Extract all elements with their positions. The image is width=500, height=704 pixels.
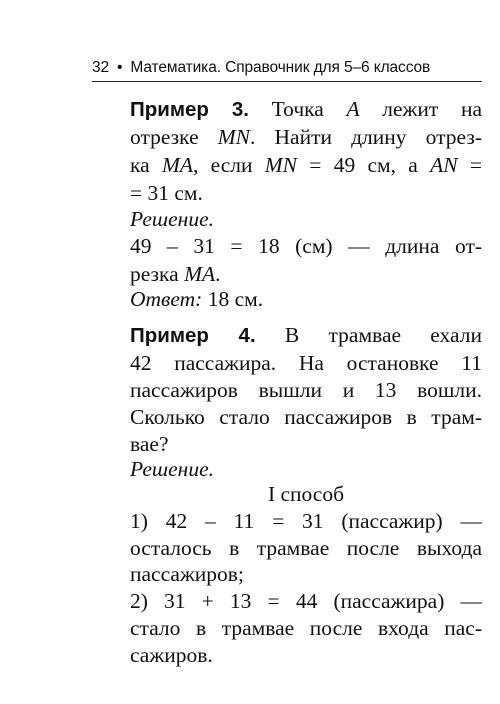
example4-label: Пример 4. bbox=[130, 324, 256, 347]
answer-label: Ответ: bbox=[130, 287, 203, 311]
running-header bbox=[92, 59, 430, 77]
example4-step1-line-3: пассажиров; bbox=[130, 562, 244, 586]
example4-line-5: вае? bbox=[130, 432, 169, 456]
variable: A bbox=[346, 97, 360, 121]
example4-line-2: 42 пассажира. На остановке 11 bbox=[130, 351, 482, 375]
book-title: Математика. Справочник для 5–6 классов bbox=[130, 59, 431, 76]
example3-answer bbox=[130, 286, 482, 312]
variable: MN bbox=[264, 153, 298, 177]
text: резка bbox=[130, 262, 185, 286]
header-rule bbox=[92, 81, 482, 82]
text: = bbox=[457, 153, 482, 177]
answer-value: 18 см. bbox=[202, 287, 264, 311]
example4-step2-line-1: 2) 31 + 13 = 44 (пассажира) — bbox=[130, 589, 482, 613]
example3-line-2 bbox=[130, 124, 482, 150]
text: . bbox=[215, 262, 221, 286]
text: ка bbox=[130, 153, 162, 177]
text: лежит на bbox=[359, 97, 483, 121]
example3-line-1 bbox=[130, 96, 482, 123]
example4-solution-label: Решение. bbox=[130, 457, 215, 481]
text: Точка bbox=[249, 97, 347, 121]
text: . Найти длину отрез- bbox=[250, 125, 482, 149]
text: В трамвае ехали bbox=[255, 323, 482, 347]
example3-calc-line-2 bbox=[130, 261, 482, 287]
variable: MN bbox=[217, 125, 250, 149]
example4-line-4: Сколько стало пассажиров в трам- bbox=[130, 405, 482, 429]
page-number: 32 bbox=[92, 59, 110, 76]
example3-line-3 bbox=[130, 152, 482, 178]
example4-step1-line-1: 1) 42 – 11 = 31 (пассажир) — bbox=[130, 509, 482, 533]
text: , если bbox=[192, 153, 265, 177]
header-bullet: • bbox=[117, 59, 123, 76]
example3-calc-line-1: 49 – 31 = 18 (см) — длина от- bbox=[130, 234, 482, 258]
example3-solution-label: Решение. bbox=[130, 207, 215, 231]
variable: MA bbox=[184, 262, 216, 286]
example3-line-4: = 31 см. bbox=[130, 181, 203, 205]
example4-step1-line-2: осталось в трамвае после выхода bbox=[130, 536, 482, 560]
example4-step2-line-3: сажиров. bbox=[130, 643, 213, 667]
example4-line-1 bbox=[130, 322, 482, 349]
variable: AN bbox=[430, 153, 458, 177]
example4-step2-line-2: стало в трамвае после входа пас- bbox=[130, 616, 482, 640]
example3-label: Пример 3. bbox=[130, 98, 250, 121]
text: = 49 см, а bbox=[297, 153, 431, 177]
example4-method-title: I способ bbox=[267, 482, 345, 506]
text: отрезке bbox=[130, 125, 218, 149]
variable: MA bbox=[161, 153, 193, 177]
example4-line-3: пассажиров вышли и 13 вошли. bbox=[130, 378, 482, 402]
